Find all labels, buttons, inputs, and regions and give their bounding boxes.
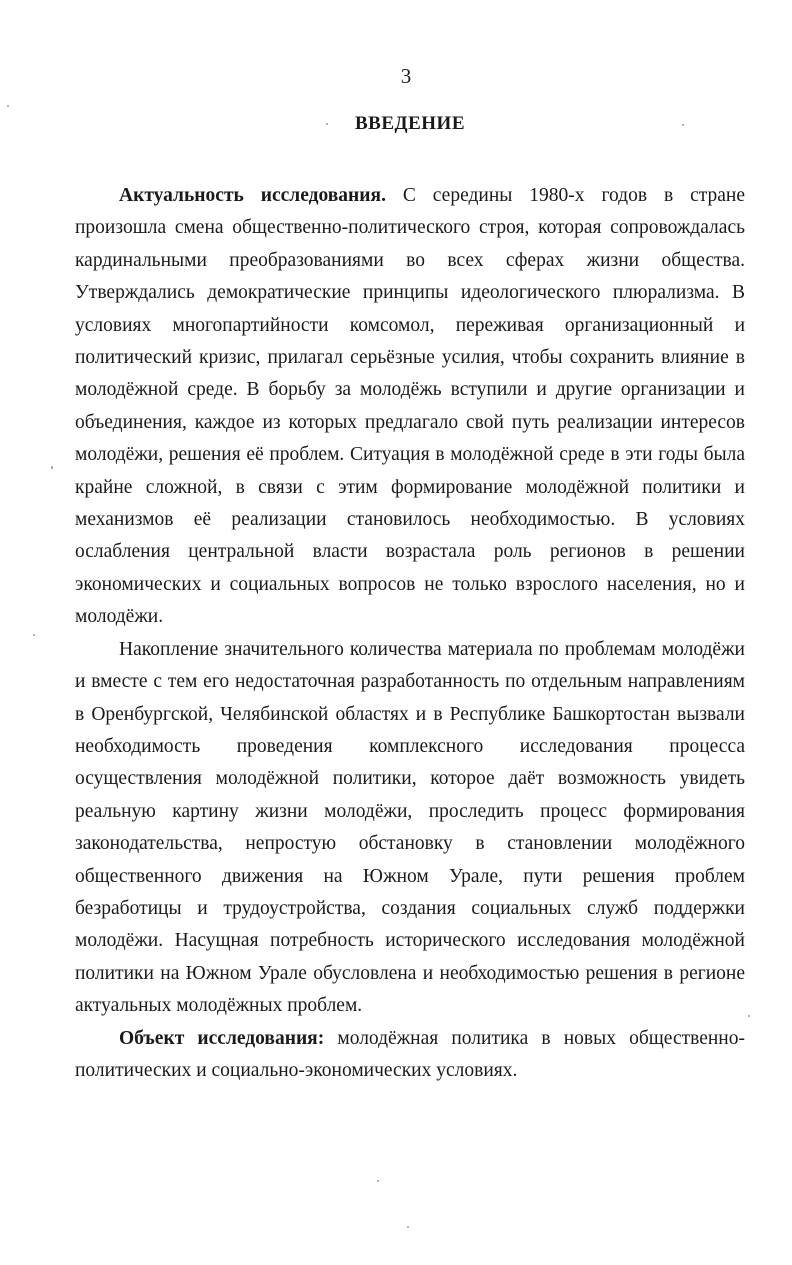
- scan-speck: [407, 1226, 409, 1228]
- scan-speck: [33, 634, 35, 636]
- paragraph-text: молодёжная политика в новых общественно-политических и социально-экономических условиях.: [75, 1027, 745, 1081]
- paragraph-materials: [75, 634, 745, 1023]
- paragraph-relevance: [75, 180, 745, 634]
- body-text: [75, 180, 745, 1087]
- paragraph-lead: Объект исследования:: [119, 1027, 325, 1049]
- paragraph-lead: Актуальность исследования.: [119, 185, 386, 206]
- paragraph-text: С середины 1980-х годов в стране произошла смена общественно-политического строя, которая сопровождалась кардинальными преобразованиями во всех сферах жизни общества. Утверждались демократические принципы идеологического плюрализма. В условиях многопартийности комсомол, переживая организационный и политический кризис, прилагал серьёзные усилия, чтобы сохранить влияние в молодёжной среде. В борьбу за молодёжь вступили и другие организации и объединения, каждое из которых предлагало свой путь реализации интересов молодёжи, решения её проблем. Ситуация в молодёжной среде в эти годы была крайне сложной, в связи с этим формирование молодёжной политики и механизмов её реализации становилось необходимостью. В условиях ослабления центральной власти возрастала роль регионов в решении экономических и социальных вопросов не только взрослого населения, но и молодёжи.: [75, 185, 745, 628]
- scan-speck: [7, 105, 9, 107]
- scan-speck: [377, 1180, 379, 1182]
- paragraph-text: Накопление значительного количества материала по проблемам молодёжи и вместе с тем его недостаточная разработанность по отдельным направлениям в Оренбургской, Челябинской областях и в Республике Башкортостан вызвали необходимость проведения комплексного исследования процесса осуществления молодёжной политики, которое даёт возможность увидеть реальную картину жизни молодёжи, проследить процесс формирования законодательства, непростую обстановку в становлении молодёжного общественного движения на Южном Урале, пути решения проблем безработицы и трудоустройства, создания социальных служб поддержки молодёжи. Насущная потребность исторического исследования молодёжной политики на Южном Урале обусловлена и необходимостью решения в регионе актуальных молодёжных проблем.: [75, 638, 745, 1017]
- scan-speck: [748, 1015, 750, 1017]
- paragraph-object: [75, 1023, 745, 1088]
- page-number: 3: [400, 64, 412, 88]
- scan-speck: [326, 123, 328, 125]
- section-title: ВВЕДЕНИЕ: [355, 113, 465, 134]
- scan-speck: [51, 466, 53, 469]
- scan-speck: [682, 124, 684, 126]
